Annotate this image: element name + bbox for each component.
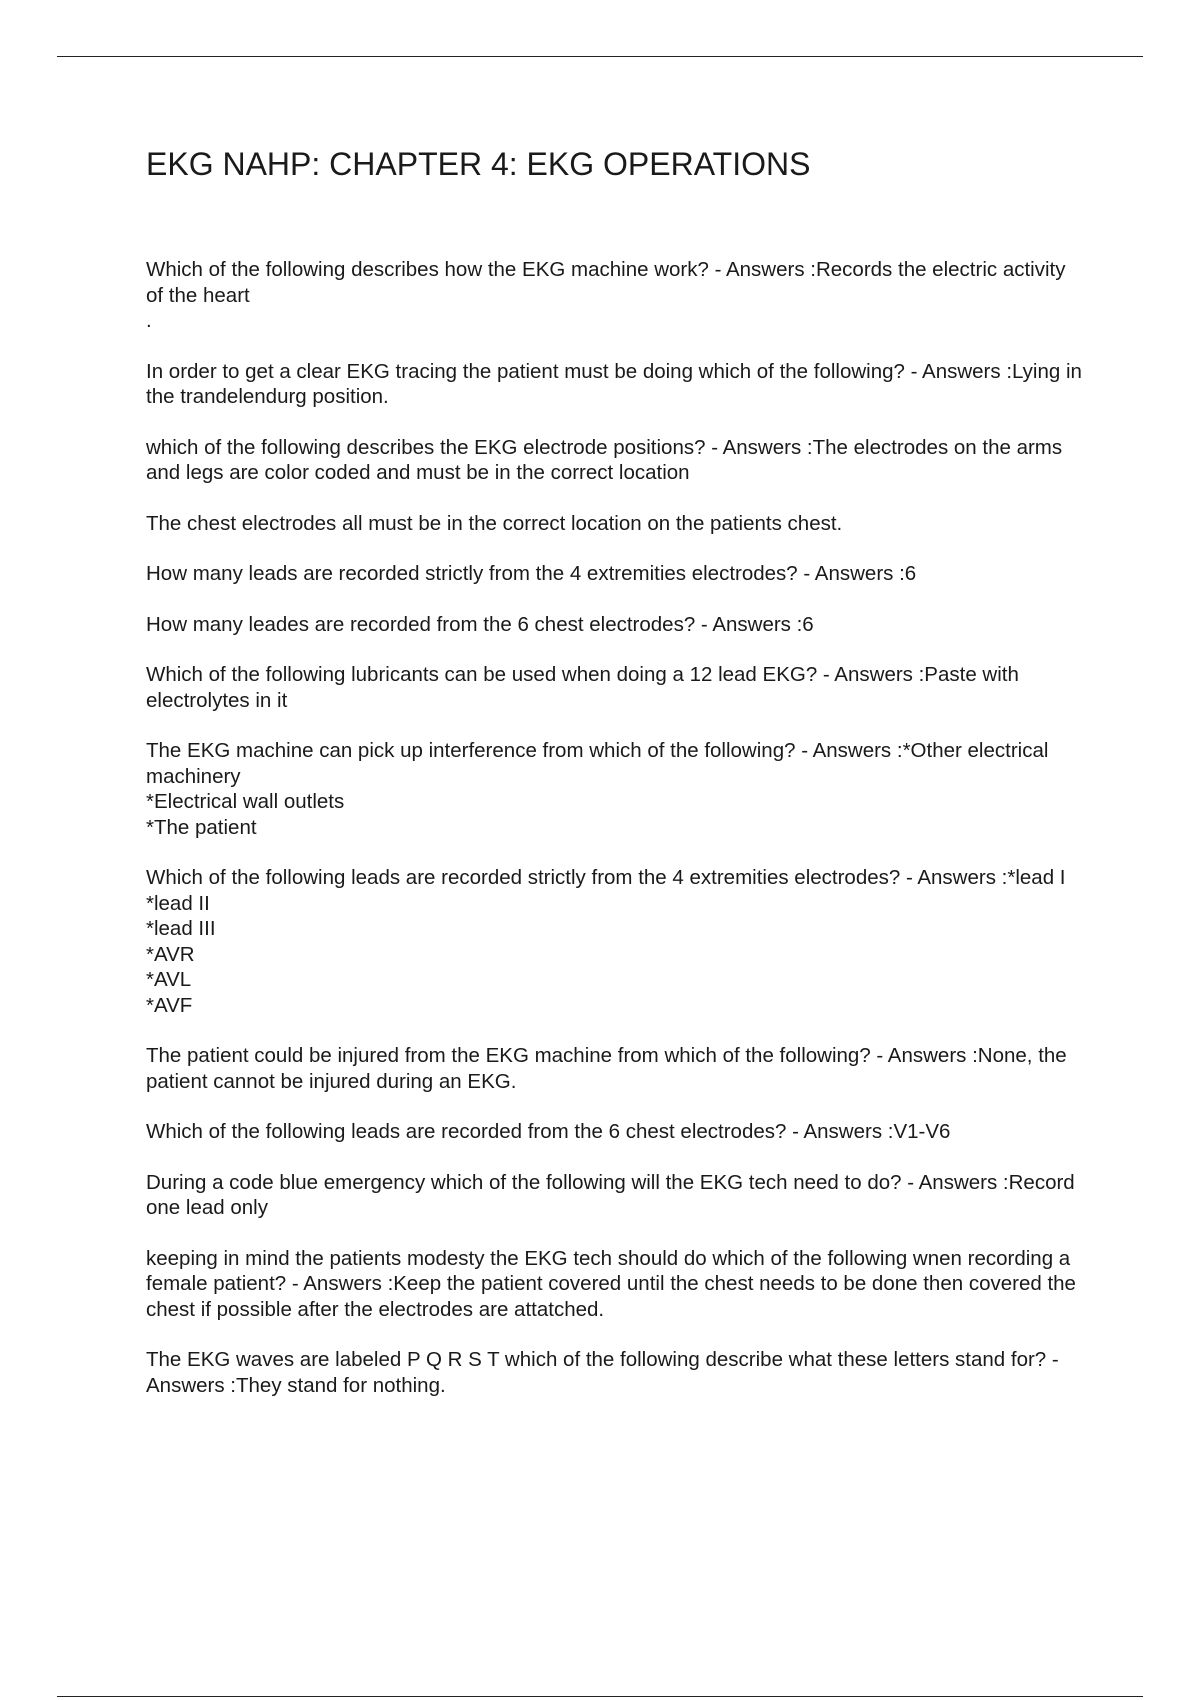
qa-item: Which of the following lubricants can be used when doing a 12 lead EKG? - Answers :Paste with electrolytes in it: [146, 663, 1019, 712]
qa-item: How many leades are recorded from the 6 chest electrodes? - Answers :6: [146, 612, 814, 636]
qa-list: [146, 257, 1086, 1423]
qa-item: During a code blue emergency which of the following will the EKG tech need to do? - Answers :Record one lead only: [146, 1170, 1075, 1219]
qa-item: which of the following describes the EKG electrode positions? - Answers :The electrodes on the arms and legs are color coded and must be in the correct location: [146, 435, 1063, 484]
qa-item: How many leads are recorded strictly from the 4 extremities electrodes? - Answers :6: [146, 562, 917, 585]
top-rule: [57, 56, 1143, 57]
qa-item: The chest electrodes all must be in the correct location on the patients chest.: [146, 511, 843, 535]
qa-item: Which of the following leads are recorded from the 6 chest electrodes? - Answers :V1-V6: [146, 1120, 951, 1143]
qa-item: The EKG waves are labeled P Q R S T which of the following describe what these letters stand for? - Answers :They stand for nothing.: [146, 1348, 1059, 1397]
qa-item: keeping in mind the patients modesty the EKG tech should do which of the following wnen recording a female patient? - Answers :Keep the patient covered until the chest needs to be done then covered the chest if possible after the electrodes are attatched.: [146, 1246, 1076, 1321]
bottom-rule: [57, 1696, 1143, 1697]
qa-item: Which of the following describes how the EKG machine work? - Answers :Records the electric activity of the heart .: [146, 258, 1066, 332]
document-title: EKG NAHP: CHAPTER 4: EKG OPERATIONS: [146, 146, 811, 182]
qa-item: In order to get a clear EKG tracing the patient must be doing which of the following? - Answers :Lying in the trandelendurg position.: [146, 359, 1082, 408]
qa-item: The EKG machine can pick up interference from which of the following? - Answers :*Other electrical machinery *Electrical wall outlets *The patient: [146, 739, 1049, 839]
qa-item: The patient could be injured from the EKG machine from which of the following? - Answers :None, the patient cannot be injured during an EKG.: [146, 1044, 1067, 1093]
qa-item: Which of the following leads are recorded strictly from the 4 extremities electrodes? - Answers :*lead I *lead II *lead III *AVR *AVL *AVF: [146, 866, 1066, 1017]
